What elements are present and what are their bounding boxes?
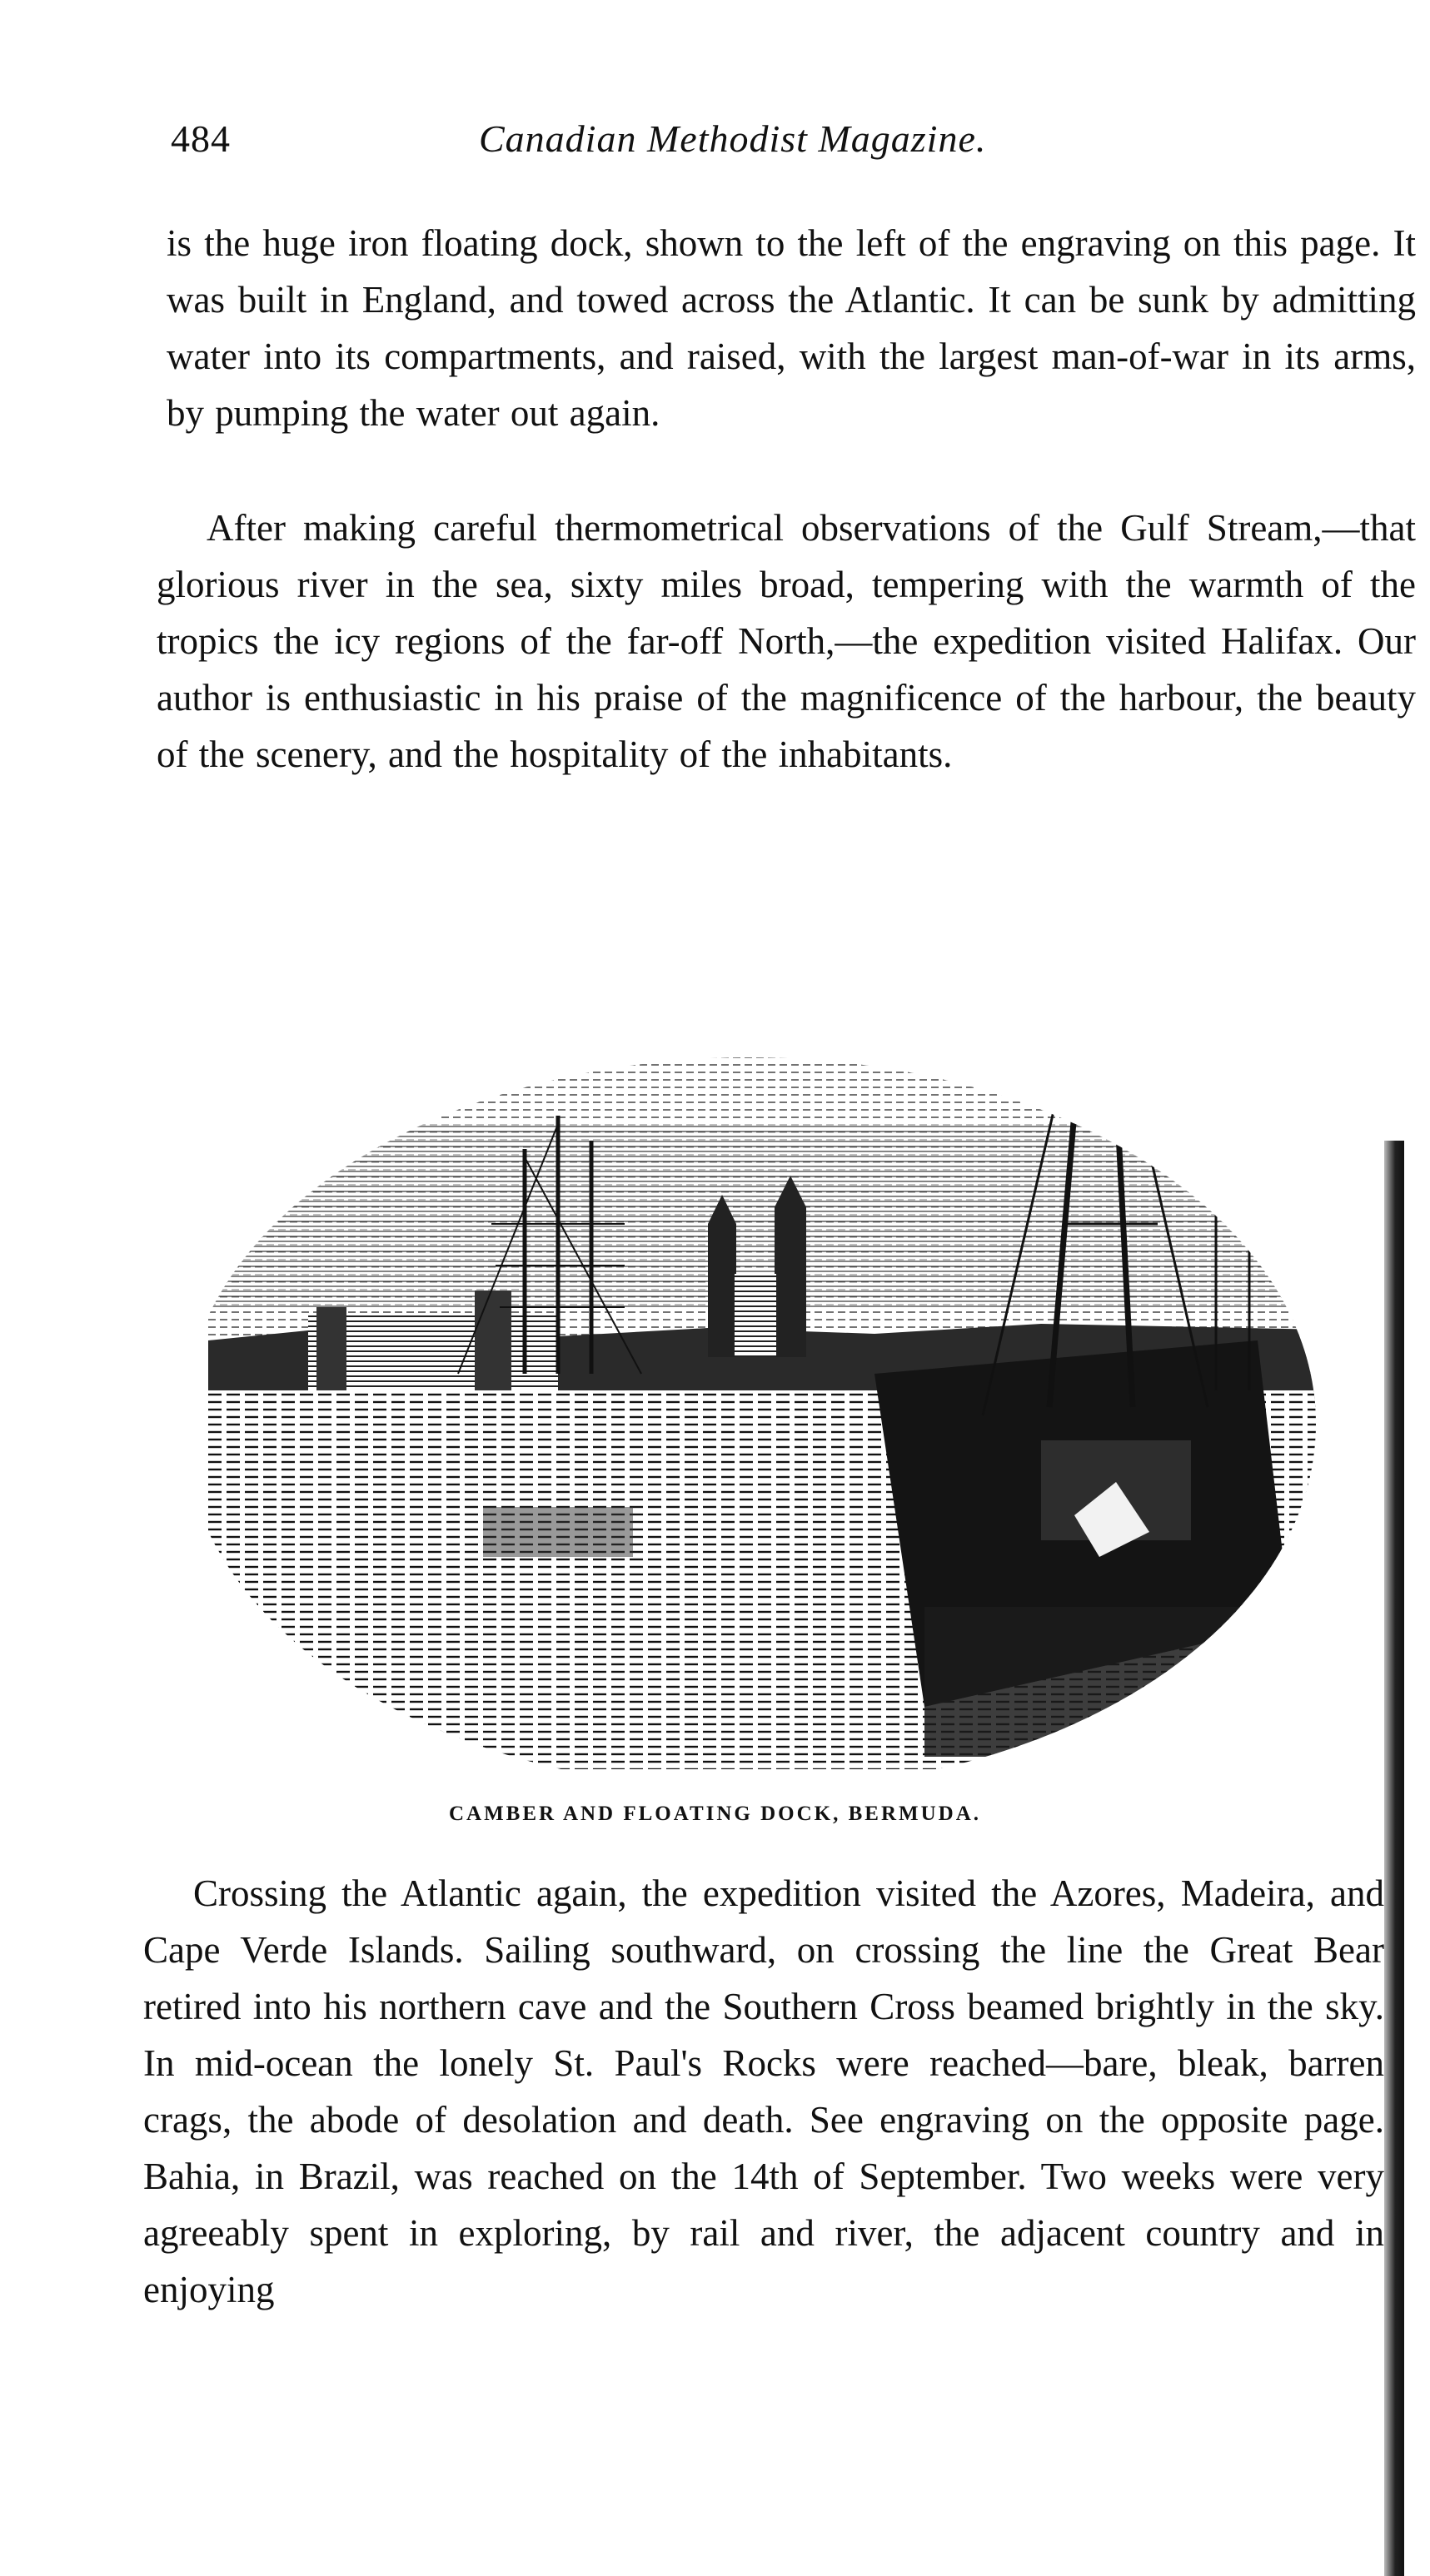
paragraph-gulf-stream: After making careful thermometrical observations of the Gulf Stream,—that glorious river in the sea, sixty miles broad, tempering with the warmth of the tropics the icy regions of the far-off North,—the expedition visited Halifax. Our author is enthusiastic in his praise of the magnificence of the harbour, the beauty of the scenery, and the hospitality of the inhabitants. xyxy=(157,507,1416,775)
paragraph-crossing-atlantic: Crossing the Atlantic again, the expedition visited the Azores, Madeira, and Cape Verde Islands. Sailing southward, on crossing the line the Great Bear retired into his northern cave and the Southern Cross beamed brightly in the sky. In mid-ocean the lonely St. Paul's Rocks were reached—bare, bleak, barren crags, the abode of desolation and death. See engraving on the opposite page. Bahia, in Brazil, was reached on the 14th of September. Two weeks were very agreeably spent in exploring, by rail and river, the adjacent country and in enjoying xyxy=(143,1872,1384,2310)
engraving-illustration xyxy=(208,874,1366,1769)
running-title: Canadian Methodist Magazine. xyxy=(479,117,987,160)
running-head xyxy=(171,117,1153,175)
harbour-engraving xyxy=(208,874,1366,1769)
figure-caption: CAMBER AND FLOATING DOCK, BERMUDA. xyxy=(448,1803,982,1825)
page-number: 484 xyxy=(171,117,231,160)
page-edge-shadow xyxy=(1384,1141,1404,2576)
paragraph-continued: is the huge iron floating dock, shown to the left of the engraving on this page. It was built in England, and towed across the Atlantic. It can be sunk by admitting water into its compartments, and raised, with the largest man-of-war in its arms, by pumping the water out again. xyxy=(167,222,1416,434)
